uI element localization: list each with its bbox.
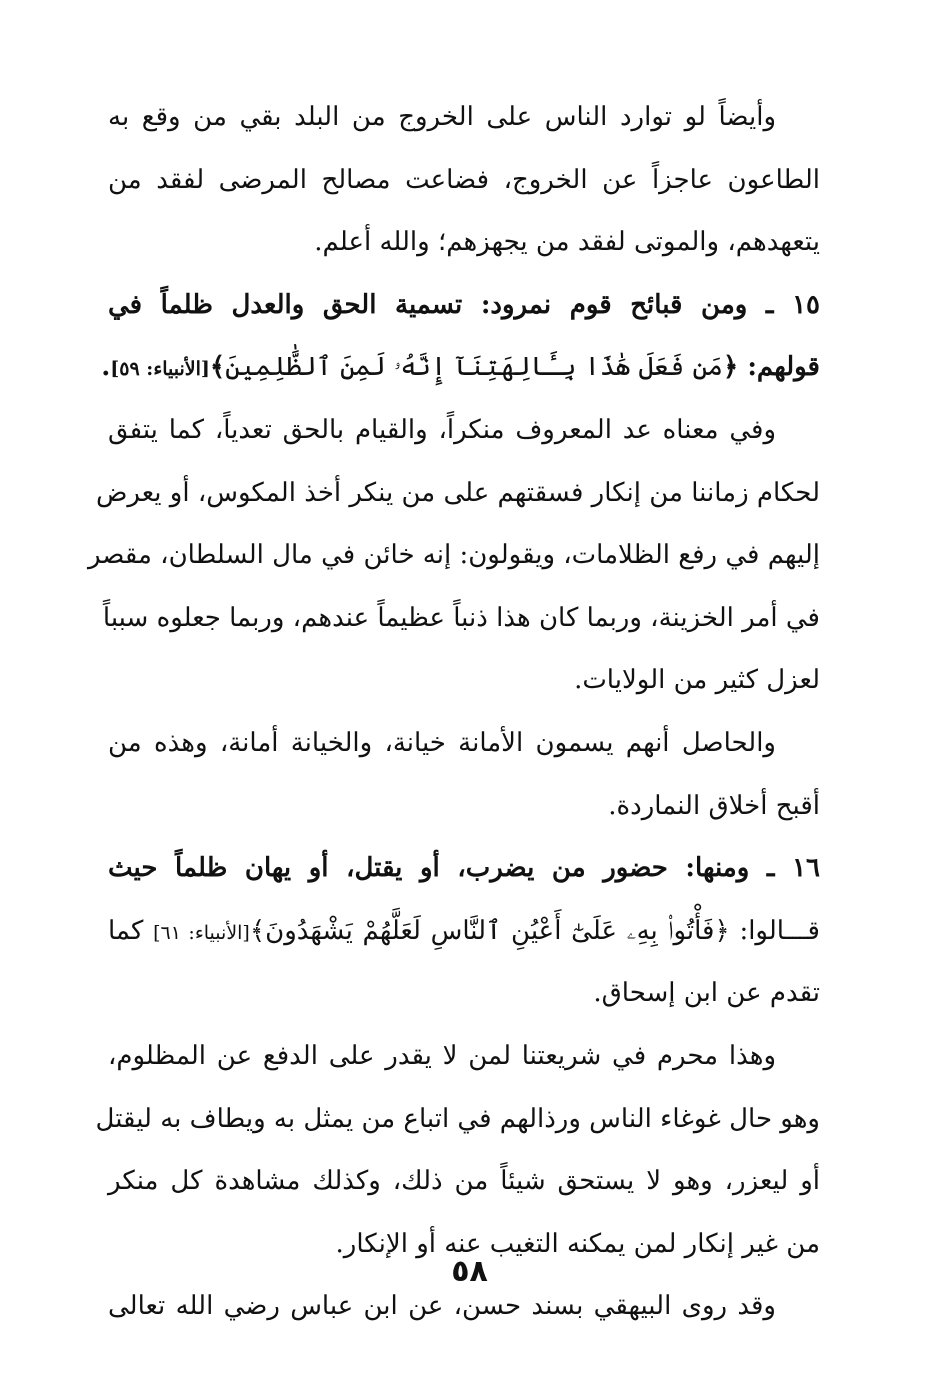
section-heading: ١٥ ـ ومن قبائح قوم نمرود: تسمية الحق والعدل ظلماً في (108, 289, 820, 320)
quran-quote-line (101, 336, 820, 399)
page-body (87, 86, 820, 1338)
quote-lead-in: قولهم: (738, 352, 820, 383)
quote-suffix: كما (108, 915, 154, 946)
body-line: وأيضاً لو توارد الناس على الخروج من البلد بقي من وقع به (108, 102, 776, 132)
quote-suffix: . (101, 352, 111, 383)
page-number: ٥٨ (451, 1254, 488, 1289)
ornate-open-bracket: ﴿ (723, 352, 739, 383)
body-line: تقدم عن ابن إسحاق. (593, 978, 820, 1009)
body-line: من غير إنكار لمن يمكنه التغيب عنه أو الإنكار. (335, 1228, 820, 1259)
body-line: والحاصل أنهم يسمون الأمانة خيانة، والخيانة أمانة، وهذه من (108, 727, 776, 758)
body-line: أقبح أخلاق النماردة. (608, 790, 820, 821)
ornate-open-bracket: ﴿ (714, 915, 730, 946)
body-line: أو ليعزر، وهو لا يستحق شيئاً من ذلك، وكذلك مشاهدة كل منكر (108, 1166, 820, 1197)
verse-reference: [الأنبياء: ٥٩] (110, 358, 210, 381)
quran-quote-line (108, 900, 820, 963)
body-line: لعزل كثير من الولايات. (574, 665, 820, 696)
quran-verse: مَن فَعَلَ هَٰذَا بِـَٔالِهَتِنَآ إِنَّهُۥ لَمِنَ ٱلظَّٰلِمِينَ (225, 352, 724, 383)
quran-verse: فَأْتُوا۟ بِهِۦ عَلَىٰٓ أَعْيُنِ ٱلنَّاسِ لَعَلَّهُمْ يَشْهَدُونَ (265, 915, 715, 946)
body-line: وهو حال غوغاء الناس ورذالهم في اتباع من يمثل به ويطاف به ليقتل (95, 1103, 820, 1134)
body-line: وقد روى البيهقي بسند حسن، عن ابن عباس رضي الله تعالى (108, 1291, 776, 1322)
quote-lead-in: قـــالوا: (729, 915, 820, 946)
body-line: وفي معناه عد المعروف منكراً، والقيام بالحق تعدياً، كما يتفق (108, 414, 776, 445)
body-line: إليهم في رفع الظلامات، ويقولون: إنه خائن في مال السلطان، مقصر (87, 540, 820, 571)
section-heading: ١٦ ـ ومنها: حضور من يضرب، أو يقتل، أو يهان ظلماً حيث (108, 853, 820, 884)
ornate-close-bracket: ﴾ (249, 915, 266, 946)
body-line: وهذا محرم في شريعتنا لمن لا يقدر على الدفع عن المظلوم، (108, 1040, 776, 1071)
body-line: لحكام زماننا من إنكار فسقتهم على من ينكر أخذ المكوس، أو يعرض (95, 477, 820, 508)
ornate-close-bracket: ﴾ (209, 352, 226, 383)
verse-reference: [الأنبياء: ٦١] (153, 921, 250, 944)
body-line: الطاعون عاجزاً عن الخروج، فضاعت مصالح المرضى لفقد من (108, 164, 820, 195)
body-line: يتعهدهم، والموتى لفقد من يجهزهم؛ والله أعلم. (314, 227, 820, 258)
body-line: في أمر الخزينة، وربما كان هذا ذنباً عظيماً عندهم، وربما جعلوه سبباً (102, 602, 820, 633)
